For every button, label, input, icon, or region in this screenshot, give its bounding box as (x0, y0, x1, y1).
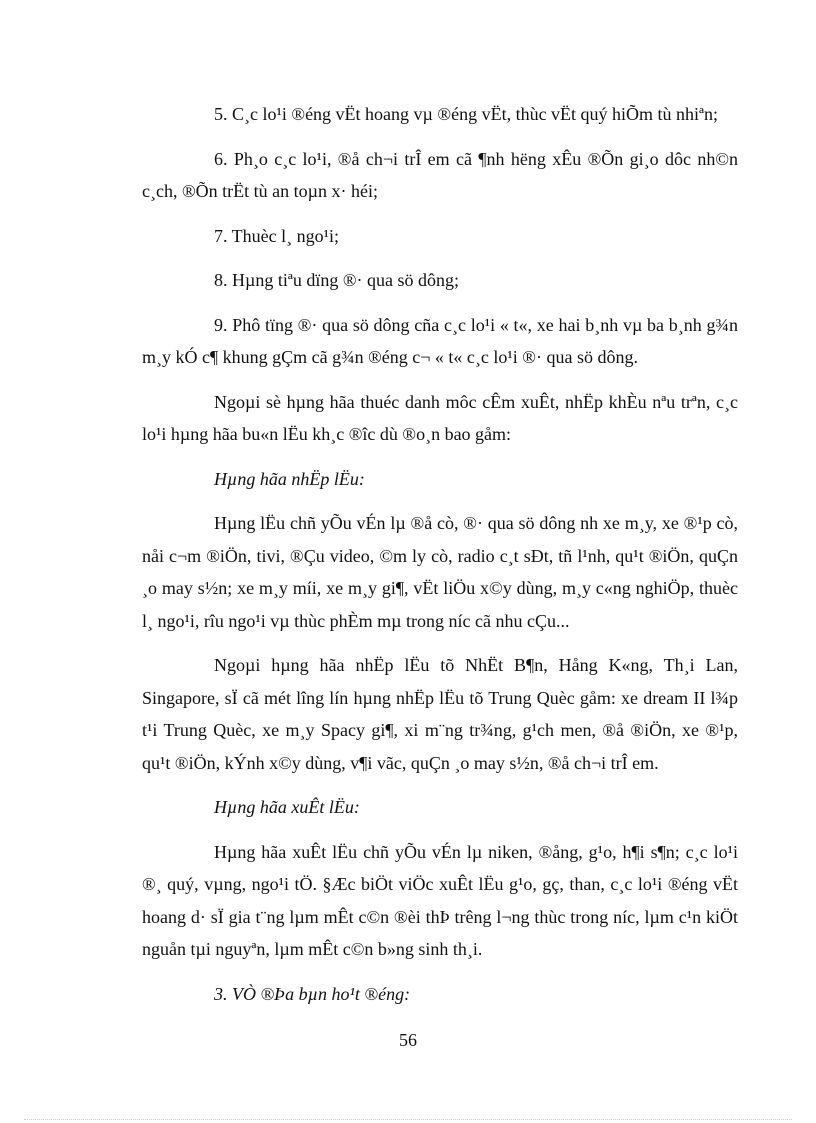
document-body (142, 98, 738, 1022)
page-bottom-divider (24, 1119, 792, 1120)
page-number: 56 (399, 1030, 417, 1050)
subheading-imported-goods: Hµng hãa nhËp lËu: (214, 468, 365, 489)
paragraph-exported-goods: Hµng hãa xuÊt lËu chñ yÕu vÉn lµ niken, ®ång, g¹o, h¶i s¶n; c¸c lo¹i ®¸ quý, vµng, ngo¹i tÖ. §Æc biÖt viÖc xuÊt lËu g¹o, gç, than, c¸c lo¹i ®éng vËt hoang d· sÏ gia t¨ng lµm mÊt c©n ®èi thÞ trêng l¬ng thùc trong níc, lµm c¹n kiÖt nguån tµi nguyªn, lµm mÊt c©n b»ng sinh th¸i. (142, 841, 738, 959)
paragraph-item-6: 6. Ph¸o c¸c lo¹i, ®å ch¬i trÎ em cã ¶nh hëng xÊu ®Õn gi¸o dôc nh©n c¸ch, ®Õn trËt tù an toµn x· héi; (142, 148, 738, 201)
paragraph-item-9: 9. Phô tïng ®· qua sö dông cña c¸c lo¹i « t«, xe hai b¸nh vµ ba b¸nh g¾n m¸y kÓ c¶ khung gÇm cã g¾n ®éng c¬ « t« c¸c lo¹i ®· qua sö dông. (142, 314, 738, 367)
paragraph-item-5: 5. C¸c lo¹i ®éng vËt hoang vµ ®éng vËt, thùc vËt quý hiÕm tù nhiªn; (214, 104, 719, 124)
paragraph-item-7: 7. Thuèc l¸ ngo¹i; (214, 225, 340, 246)
paragraph-imported-goods: Hµng lËu chñ yÕu vÉn lµ ®å cò, ®· qua sö dông nh xe m¸y, xe ®¹p cò, nåi c¬m ®iÖn, tivi, ®Çu video, ©m ly cò, radio c¸t sÐt, tñ l¹nh, qu¹t ®iÖn, quÇn ¸o may s½n; xe m¸y míi, xe m¸y gi¶, vËt liÖu x©y dùng, m¸y c«ng nghiÖp, thuèc l¸ ngo¹i, rîu ngo¹i vµ thùc phÈm mµ trong níc cã nhu cÇu... (142, 513, 738, 631)
paragraph-item-8: 8. Hµng tiªu dïng ®· qua sö dông; (214, 270, 460, 290)
paragraph-intro-smuggled-goods: Ngoµi sè hµng hãa thuéc danh môc cÊm xuÊt, nhËp khÈu nªu trªn, c¸c lo¹i hµng hãa bu«n lËu kh¸c ®îc dù ®o¸n bao gåm: (142, 391, 738, 444)
paragraph-imported-goods-sources: Ngoµi hµng hãa nhËp lËu tõ NhËt B¶n, Hång K«ng, Th¸i Lan, Singapore, sÏ cã mét lîng lín hµng nhËp lËu tõ Trung Quèc gåm: xe dream II l¾p t¹i Trung Quèc, xe m¸y Spacy gi¶, xi m¨ng tr¾ng, g¹ch men, ®å ®iÖn, xe ®¹p, qu¹t ®iÖn, kÝnh x©y dùng, v¶i vãc, quÇn ¸o may s½n, ®å ch¬i trÎ em. (142, 655, 738, 773)
subheading-exported-goods: Hµng hãa xuÊt lËu: (214, 797, 360, 817)
section-heading-area: 3. VÒ ®Þa bµn ho¹t ®éng: (214, 983, 411, 1004)
